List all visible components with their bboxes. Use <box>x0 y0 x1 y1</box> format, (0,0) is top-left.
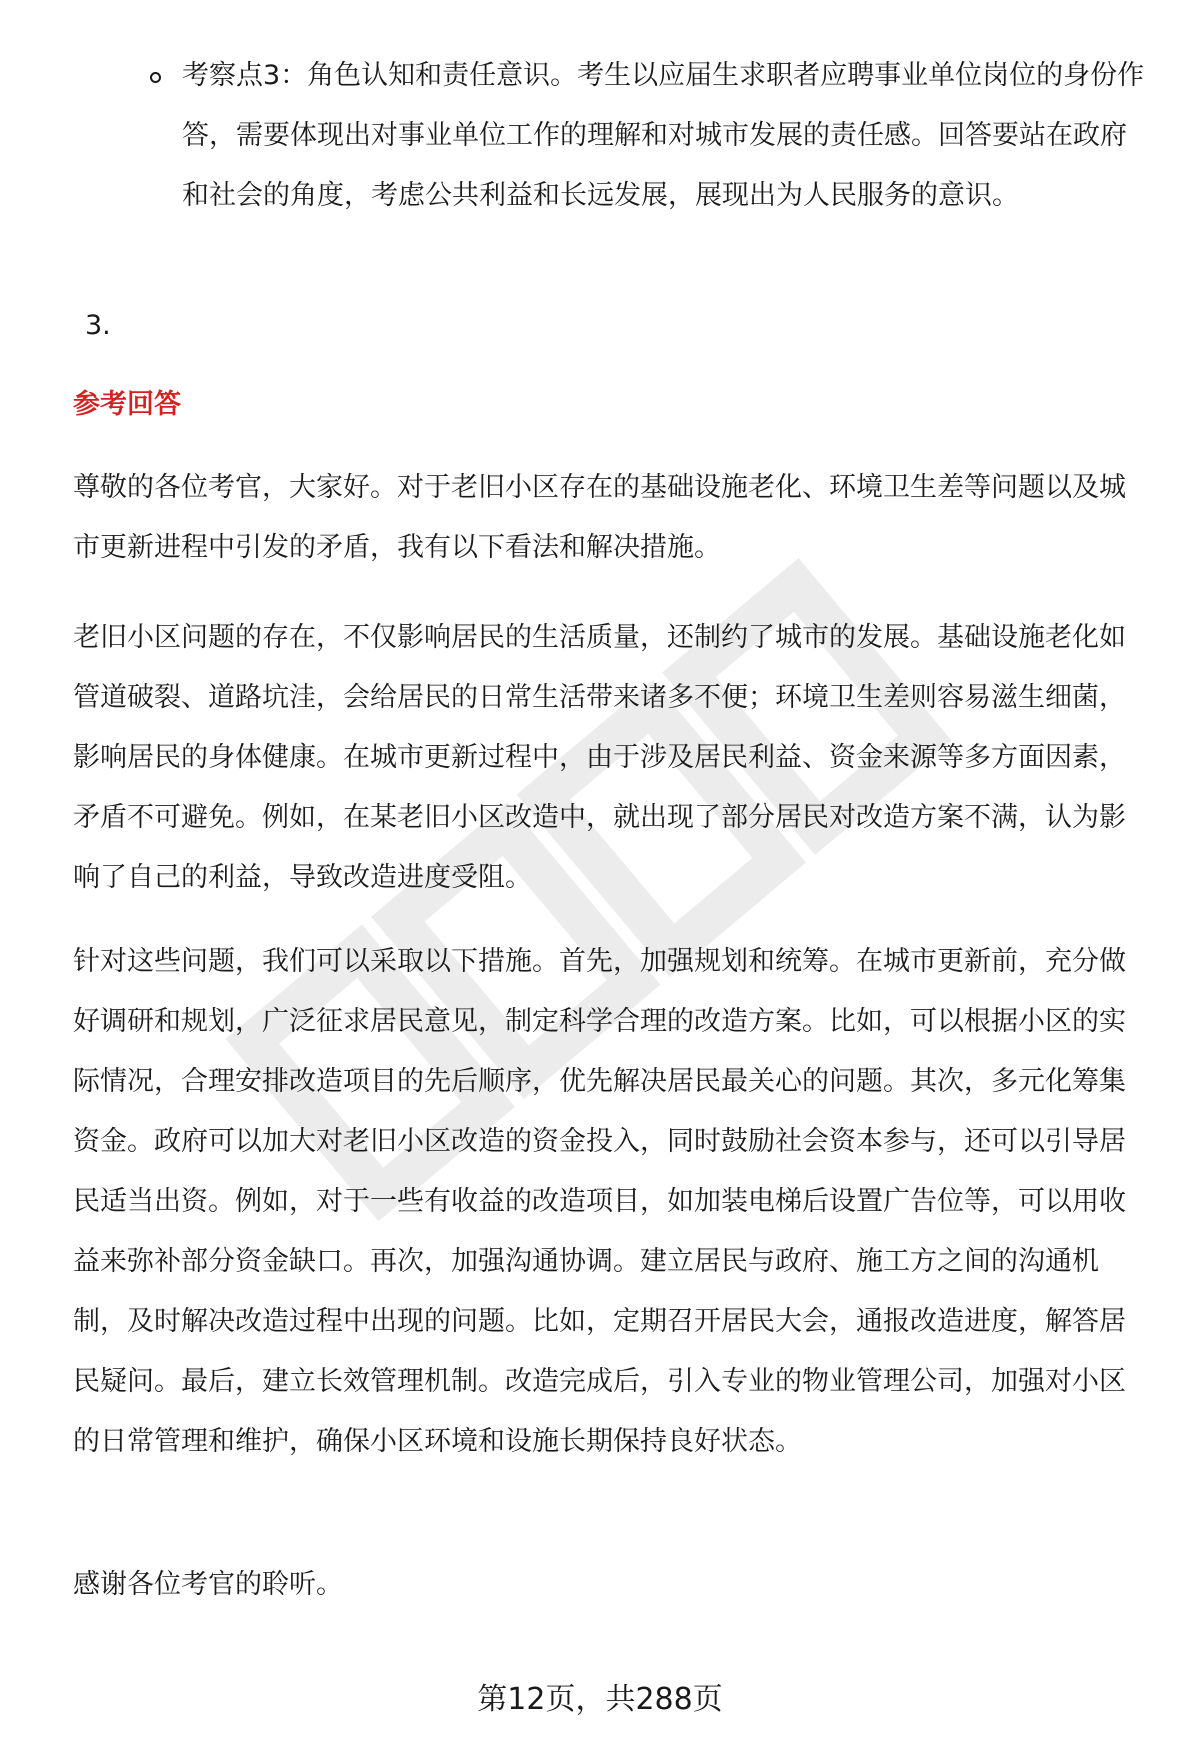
hollow-circle-bullet-icon <box>150 72 161 83</box>
list-number: 3. <box>85 310 111 341</box>
section-heading: 参考回答 <box>73 389 181 420</box>
paragraph-closing: 感谢各位考官的聆听。 <box>73 1569 343 1600</box>
sub-item-text: 考察点3：角色认知和责任意识。考生以应届生求职者应聘事业单位岗位的身份作答，需要体现出对事业单位工作的理解和对城市发展的责任感。回答要站在政府和社会的角度，考虑公共利益和长远发展，展现出为人民服务的意识。 <box>182 60 1145 211</box>
paragraph-analysis: 老旧小区问题的存在，不仅影响居民的生活质量，还制约了城市的发展。基础设施老化如管道破裂、道路坑洼，会给居民的日常生活带来诸多不便；环境卫生差则容易滋生细菌，影响居民的身体健康。在城市更新过程中，由于涉及居民利益、资金来源等多方面因素，矛盾不可避免。例如，在某老旧小区改造中，就出现了部分居民对改造方案不满，认为影响了自己的利益，导致改造进度受阻。 <box>73 622 1126 893</box>
paragraph-measures: 针对这些问题，我们可以采取以下措施。首先，加强规划和统筹。在城市更新前，充分做好调研和规划，广泛征求居民意见，制定科学合理的改造方案。比如，可以根据小区的实际情况，合理安排改造项目的先后顺序，优先解决居民最关心的问题。其次，多元化筹集资金。政府可以加大对老旧小区改造的资金投入，同时鼓励社会资本参与，还可以引导居民适当出资。例如，对于一些有收益的改造项目，如加装电梯后设置广告位等，可以用收益来弥补部分资金缺口。再次，加强沟通协调。建立居民与政府、施工方之间的沟通机制，及时解决改造过程中出现的问题。比如，定期召开居民大会，通报改造进度，解答居民疑问。最后，建立长效管理机制。改造完成后，引入专业的物业管理公司，加强对小区的日常管理和维护，确保小区环境和设施长期保持良好状态。 <box>73 946 1126 1457</box>
page-number-footer: 第12页，共288页 <box>477 1682 723 1717</box>
list-sub-item <box>150 58 1150 226</box>
paragraph-greeting: 尊敬的各位考官，大家好。对于老旧小区存在的基础设施老化、环境卫生差等问题以及城市更新进程中引发的矛盾，我有以下看法和解决措施。 <box>73 472 1126 563</box>
